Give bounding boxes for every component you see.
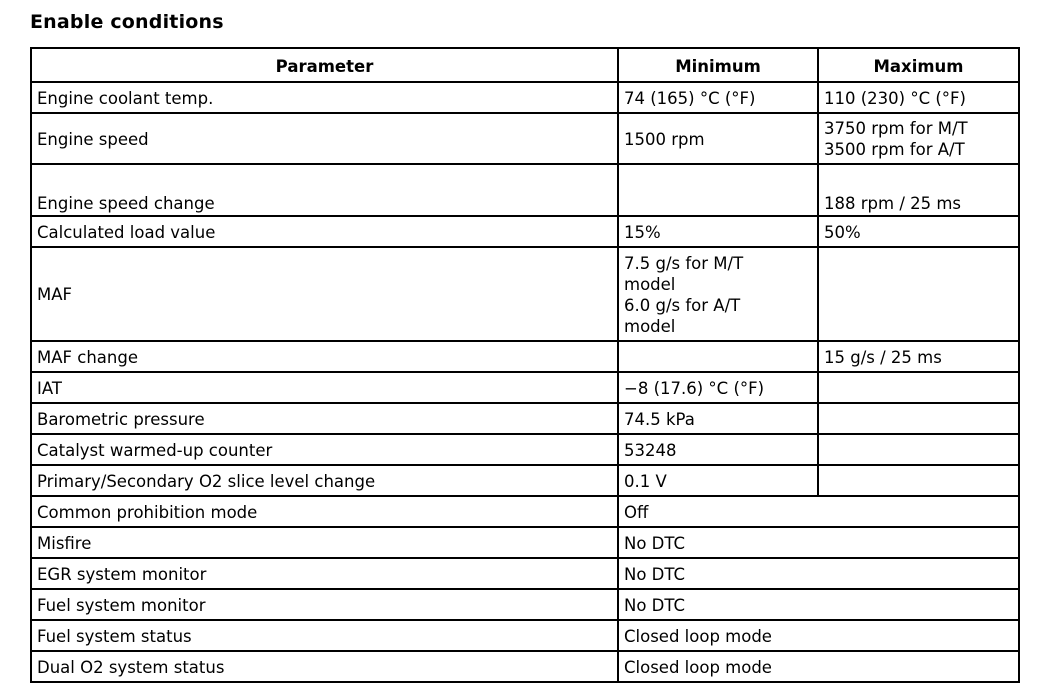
table-row — [31, 164, 1019, 216]
table-row — [31, 216, 1019, 247]
parameter-cell: Engine speed — [31, 113, 618, 164]
parameter-cell: Misfire — [31, 527, 618, 558]
table-row — [31, 465, 1019, 496]
parameter-cell: Fuel system status — [31, 620, 618, 651]
table-row — [31, 341, 1019, 372]
parameter-cell: Catalyst warmed-up counter — [31, 434, 618, 465]
minimum-cell: 74 (165) °C (°F) — [618, 82, 818, 113]
maximum-cell — [818, 434, 1019, 465]
table-row-merged — [31, 620, 1019, 651]
minimum-cell — [618, 341, 818, 372]
column-header-minimum: Minimum — [618, 48, 818, 82]
table-row-merged — [31, 527, 1019, 558]
minimum-cell: −8 (17.6) °C (°F) — [618, 372, 818, 403]
parameter-cell: MAF change — [31, 341, 618, 372]
section-heading: Enable conditions — [30, 11, 224, 33]
maximum-cell — [818, 403, 1019, 434]
table-row-merged — [31, 558, 1019, 589]
merged-value-cell: Closed loop mode — [618, 651, 1019, 682]
merged-value-cell: Off — [618, 496, 1019, 527]
parameter-cell: Fuel system monitor — [31, 589, 618, 620]
minimum-cell — [618, 164, 818, 216]
header-row — [31, 48, 1019, 82]
merged-value-cell: No DTC — [618, 527, 1019, 558]
table-row — [31, 247, 1019, 341]
table-row — [31, 434, 1019, 465]
parameter-cell: Barometric pressure — [31, 403, 618, 434]
parameter-cell: EGR system monitor — [31, 558, 618, 589]
parameter-cell: IAT — [31, 372, 618, 403]
maximum-cell — [818, 372, 1019, 403]
minimum-cell: 15% — [618, 216, 818, 247]
table-row-merged — [31, 589, 1019, 620]
minimum-cell: 0.1 V — [618, 465, 818, 496]
parameter-cell: Engine coolant temp. — [31, 82, 618, 113]
parameter-cell: Common prohibition mode — [31, 496, 618, 527]
table-row-merged — [31, 651, 1019, 682]
maximum-cell — [818, 247, 1019, 341]
minimum-cell: 53248 — [618, 434, 818, 465]
maximum-cell: 15 g/s / 25 ms — [818, 341, 1019, 372]
parameter-cell: Primary/Secondary O2 slice level change — [31, 465, 618, 496]
parameter-cell: Engine speed change — [31, 164, 618, 216]
table-row — [31, 82, 1019, 113]
maximum-cell: 110 (230) °C (°F) — [818, 82, 1019, 113]
column-header-parameter: Parameter — [31, 48, 618, 82]
maximum-cell — [818, 465, 1019, 496]
merged-value-cell: No DTC — [618, 558, 1019, 589]
maximum-cell: 50% — [818, 216, 1019, 247]
maximum-cell: 3750 rpm for M/T 3500 rpm for A/T — [818, 113, 1019, 164]
minimum-cell: 7.5 g/s for M/T model 6.0 g/s for A/T model — [618, 247, 818, 341]
parameter-cell: MAF — [31, 247, 618, 341]
parameter-cell: Calculated load value — [31, 216, 618, 247]
enable-conditions-table — [30, 47, 1020, 683]
merged-value-cell: No DTC — [618, 589, 1019, 620]
table-row — [31, 403, 1019, 434]
table-row-merged — [31, 496, 1019, 527]
table-row — [31, 372, 1019, 403]
minimum-cell: 74.5 kPa — [618, 403, 818, 434]
table-row — [31, 113, 1019, 164]
column-header-maximum: Maximum — [818, 48, 1019, 82]
maximum-cell: 188 rpm / 25 ms — [818, 164, 1019, 216]
parameter-cell: Dual O2 system status — [31, 651, 618, 682]
minimum-cell: 1500 rpm — [618, 113, 818, 164]
merged-value-cell: Closed loop mode — [618, 620, 1019, 651]
